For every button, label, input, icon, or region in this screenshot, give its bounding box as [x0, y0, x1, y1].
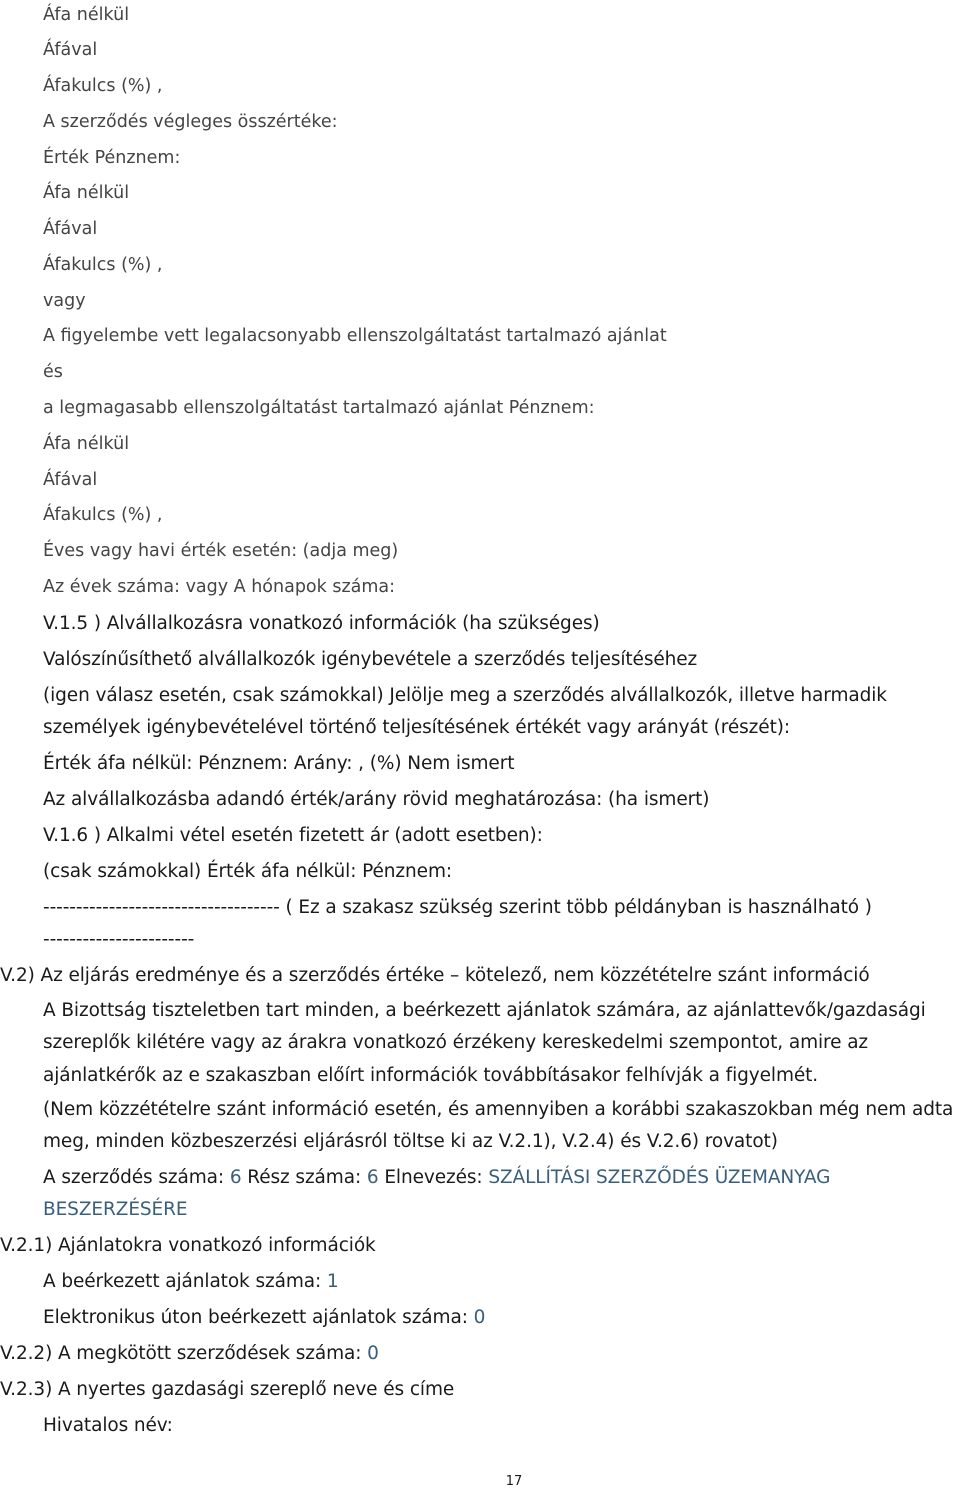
- text-line: Áfakulcs (%) ,: [43, 76, 163, 96]
- text-line: Áfakulcs (%) ,: [43, 255, 163, 275]
- electronic-offers-value: 0: [473, 1307, 486, 1328]
- text-line: Az alvállalkozásba adandó érték/arány rövid meghatározása: (ha ismert): [43, 789, 710, 810]
- section-heading-v2: V.2) Az eljárás eredménye és a szerződés értéke – kötelező, nem közzétételre szánt információ: [0, 965, 870, 986]
- text-line: Áfakulcs (%) ,: [43, 505, 163, 525]
- text-line: A figyelembe vett legalacsonyabb ellenszolgáltatást tartalmazó ajánlat: [43, 326, 667, 346]
- contracts-concluded-label: V.2.2) A megkötött szerződések száma:: [0, 1343, 362, 1364]
- text-line: A szerződés végleges összértéke:: [43, 112, 338, 132]
- text-line: Áfával: [43, 470, 98, 490]
- section-heading-v22: [0, 1342, 379, 1366]
- repeat-note: ------------------------------------ ( Ez a szakasz szükség szerint több példányban is használható ): [43, 897, 872, 918]
- text-line: Áfa nélkül: [43, 183, 130, 203]
- contract-number-label: A szerződés száma:: [43, 1167, 225, 1188]
- text-line: (igen válasz esetén, csak számokkal) Jelölje meg a szerződés alvállalkozók, illetve harmadik: [43, 685, 887, 706]
- text-line: Érték áfa nélkül: Pénznem: Arány: , (%) Nem ismert: [43, 753, 515, 774]
- contract-info-line: [43, 1166, 830, 1190]
- name-value-continued: BESZERZÉSÉRE: [43, 1199, 188, 1220]
- text-line: személyek igénybevételével történő teljesítésének értékét vagy arányát (részét):: [43, 717, 790, 738]
- text-line: a legmagasabb ellenszolgáltatást tartalmazó ajánlat Pénznem:: [43, 398, 595, 418]
- electronic-offers-label: Elektronikus úton beérkezett ajánlatok száma:: [43, 1307, 468, 1328]
- received-offers-label: A beérkezett ajánlatok száma:: [43, 1271, 322, 1292]
- text-line: Valószínűsíthető alvállalkozók igénybevétele a szerződés teljesítéséhez: [43, 649, 698, 670]
- text-line: Érték Pénznem:: [43, 148, 181, 168]
- repeat-tail: -----------------------: [43, 929, 195, 950]
- section-heading-v16: V.1.6 ) Alkalmi vétel esetén fizetett ár (adott esetben):: [43, 825, 543, 846]
- text-line: és: [43, 362, 63, 382]
- contracts-concluded-value: 0: [367, 1343, 379, 1364]
- text-line: ajánlatkérők az e szakaszban előírt információk továbbításakor felhívják a figyelmét.: [43, 1065, 819, 1086]
- section-heading-v15: V.1.5 ) Alvállalkozásra vonatkozó információk (ha szükséges): [43, 613, 600, 634]
- page-number: 17: [505, 1474, 523, 1489]
- part-number-label: Rész száma:: [247, 1167, 362, 1188]
- contract-number-value: 6: [229, 1167, 242, 1188]
- section-heading-v23: V.2.3) A nyertes gazdasági szereplő neve és címe: [0, 1379, 455, 1400]
- name-value: SZÁLLÍTÁSI SZERZŐDÉS ÜZEMANYAG: [488, 1167, 831, 1188]
- received-offers-value: 1: [326, 1271, 339, 1292]
- text-line: szereplők kilétére vagy az árakra vonatkozó érzékeny kereskedelmi szempontot, amire az: [43, 1032, 869, 1053]
- text-line: Áfa nélkül: [43, 5, 130, 25]
- text-line: Az évek száma: vagy A hónapok száma:: [43, 577, 396, 597]
- text-line: Áfával: [43, 219, 98, 239]
- electronic-offers-line: [43, 1306, 485, 1330]
- received-offers-line: [43, 1270, 339, 1294]
- text-line: (Nem közzétételre szánt információ esetén, és amennyiben a korábbi szakaszokban még nem adta: [43, 1099, 954, 1120]
- name-label: Elnevezés:: [384, 1167, 483, 1188]
- official-name-label: Hivatalos név:: [43, 1415, 173, 1436]
- text-line: Áfával: [43, 40, 98, 60]
- text-line: A Bizottság tiszteletben tart minden, a beérkezett ajánlatok számára, az ajánlattevők/gazdasági: [43, 1000, 926, 1021]
- text-line: vagy: [43, 291, 86, 311]
- text-line: (csak számokkal) Érték áfa nélkül: Pénznem:: [43, 861, 452, 882]
- text-line: meg, minden közbeszerzési eljárásról töltse ki az V.2.1), V.2.4) és V.2.6) rovatot): [43, 1131, 778, 1152]
- text-line: Éves vagy havi érték esetén: (adja meg): [43, 541, 399, 561]
- section-heading-v21: V.2.1) Ajánlatokra vonatkozó információk: [0, 1235, 376, 1256]
- text-line: Áfa nélkül: [43, 434, 130, 454]
- part-number-value: 6: [366, 1167, 379, 1188]
